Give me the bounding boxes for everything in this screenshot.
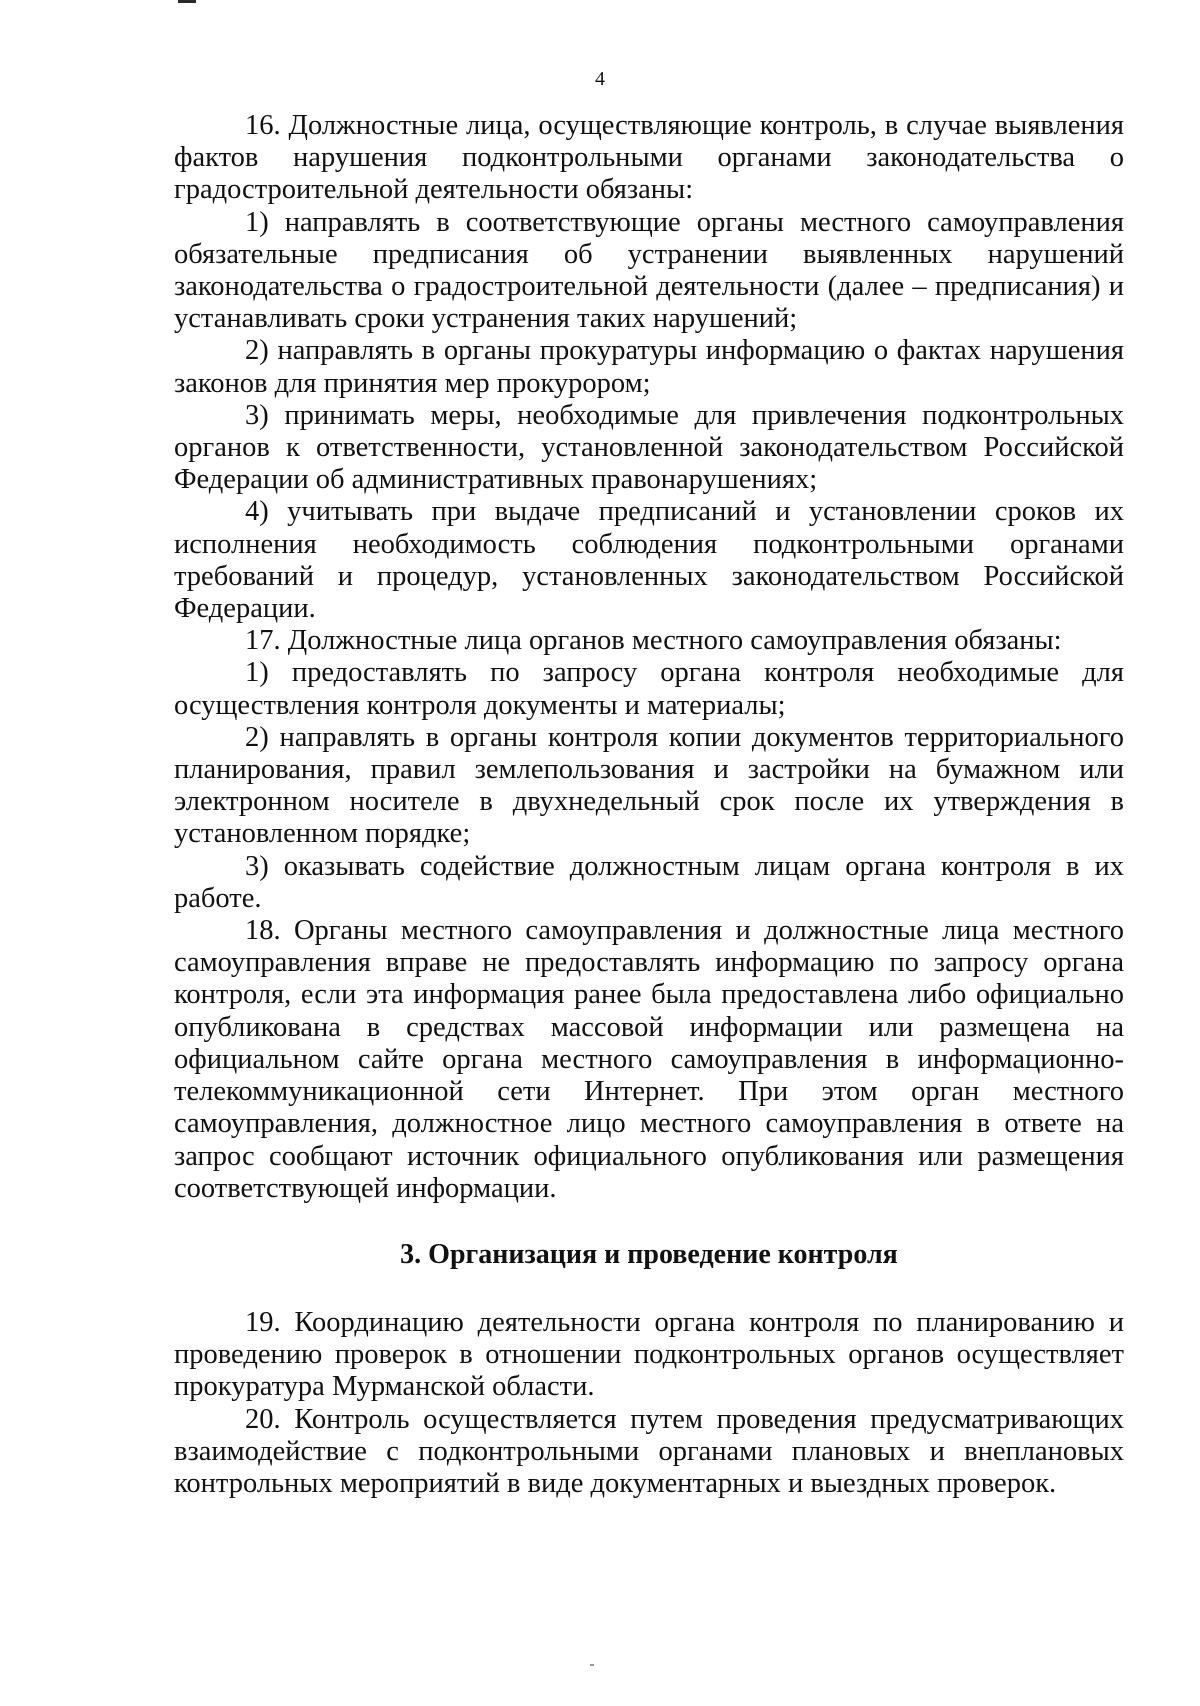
paragraph-16-item-2: 2) направлять в органы прокуратуры информацию о фактах нарушения законов для принятия мер прокурором; (174, 335, 1124, 399)
paragraph-17: 17. Должностные лица органов местного самоуправления обязаны: (245, 625, 1062, 657)
paragraph-16-item-1: 1) направлять в соответствующие органы местного самоуправления обязательные предписания об устранении выявленных нарушений законодательства о градостроительной деятельности (далее – предписания) и устанавливать сроки устранения таких нарушений; (174, 206, 1124, 335)
paragraph-20: 20. Контроль осуществляется путем проведения предусматривающих взаимодействие с подконтрольными органами плановых и внеплановых контрольных мероприятий в виде документарных и выездных проверок. (174, 1403, 1124, 1499)
paragraph-17-item-2: 2) направлять в органы контроля копии документов территориального планирования, правил землепользования и застройки на бумажном или электронном носителе в двухнедельный срок после их утверждения в установленном порядке; (174, 721, 1124, 850)
paragraph-16: 16. Должностные лица, осуществляющие контроль, в случае выявления фактов нарушения подконтрольными органами законодательства о градостроительной деятельности обязаны: (174, 110, 1124, 206)
paragraph-19: 19. Координацию деятельности органа контроля по планированию и проведению проверок в отношении подконтрольных органов осуществляет прокуратура Мурманской области. (174, 1306, 1124, 1403)
scan-artifact (178, 0, 196, 3)
page-number: 4 (595, 68, 605, 90)
paragraph-17-item-3: 3) оказывать содействие должностным лицам органа контроля в их работе. (174, 850, 1124, 914)
paragraph-17-item-1: 1) предоставлять по запросу органа контроля необходимые для осуществления контроля документы и материалы; (174, 657, 1124, 721)
section-heading: 3. Организация и проведение контроля (400, 1238, 898, 1270)
scan-speck (590, 1664, 594, 1666)
paragraph-16-item-4: 4) учитывать при выдаче предписаний и установлении сроков их исполнения необходимость соблюдения подконтрольными органами требований и процедур, установленных законодательством Российской Федерации. (174, 496, 1124, 625)
paragraph-16-item-3: 3) принимать меры, необходимые для привлечения подконтрольных органов к ответственности, установленной законодательством Российской Федерации об административных правонарушениях; (174, 399, 1124, 496)
document-body (174, 110, 1124, 1500)
paragraph-18: 18. Органы местного самоуправления и должностные лица местного самоуправления вправе не предоставлять информацию по запросу органа контроля, если эта информация ранее была предоставлена либо официально опубликована в средствах массовой информации или размещена на официальном сайте органа местного самоуправления в информационно-телекоммуникационной сети Интернет. При этом орган местного самоуправления, должностное лицо местного самоуправления в ответе на запрос сообщают источник официального опубликования или размещения соответствующей информации. (174, 915, 1124, 1204)
